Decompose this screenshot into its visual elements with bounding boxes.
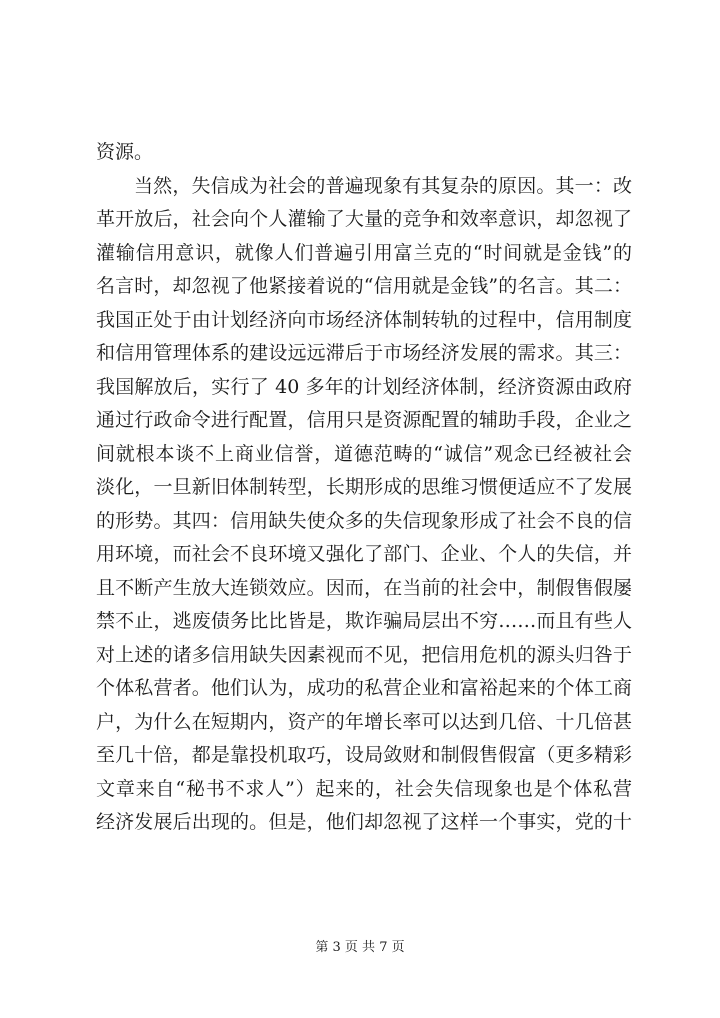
text-line: 经济发展后出现的。但是，他们却忽视了这样一个事实，党的十 [96,811,632,833]
text-line: 禁不止，逃废债务比比皆是，欺诈骗局层出不穷……而且有些人 [96,610,632,632]
text-line: 间就根本谈不上商业信誉，道德范畴的“诚信”观念已经被社会 [96,442,632,465]
text-line: 革开放后，社会向个人灌输了大量的竞争和效率意识，却忽视了 [96,208,632,230]
text-line: 且不断产生放大连锁效应。因而，在当前的社会中，制假售假屡 [96,576,632,599]
text-line: 名言时，却忽视了他紧接着说的“信用就是金钱”的名言。其二： [96,275,632,297]
text-line: 文章来自“秘书不求人”）起来的，社会失信现象也是个体私营 [96,777,632,800]
paragraph-first-line: 当然，失信成为社会的普遍现象有其复杂的原因。其一：改 [134,174,632,197]
text-line: 用环境，而社会不良环境又强化了部门、企业、个人的失信，并 [96,543,632,565]
text-line: 资源。 [96,141,154,163]
text-line: 个体私营者。他们认为，成功的私营企业和富裕起来的个体工商 [96,677,632,699]
text-line: 通过行政命令进行配置，信用只是资源配置的辅助手段，企业之 [96,409,632,431]
text-line: 的形势。其四：信用缺失使众多的失信现象形成了社会不良的信 [96,509,632,532]
page-number-footer: 第 3 页 共 7 页 [315,940,405,955]
text-line: 户，为什么在短期内，资产的年增长率可以达到几倍、十几倍甚 [96,710,632,733]
text-line: 和信用管理体系的建设远远滞后于市场经济发展的需求。其三： [96,342,632,364]
text-line: 对上述的诸多信用缺失因素视而不见，把信用危机的源头归咎于 [96,643,632,666]
text-line: 我国正处于由计划经济向市场经济体制转轨的过程中，信用制度 [96,308,632,331]
text-line: 淡化，一旦新旧体制转型，长期形成的思维习惯便适应不了发展 [96,476,632,498]
text-line: 至几十倍，都是靠投机取巧，设局敛财和制假售假富（更多精彩 [96,744,632,766]
body-text [96,136,632,840]
text-line: 灌输信用意识，就像人们普遍引用富兰克的“时间就是金钱”的 [96,241,632,264]
text-line: 我国解放后，实行了 40 多年的计划经济体制，经济资源由政府 [96,375,632,398]
